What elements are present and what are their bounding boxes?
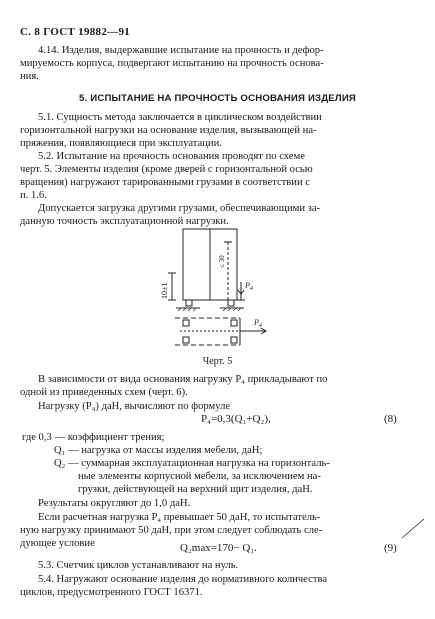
para-allow-line-1: Допускается загрузка другими грузами, обеспечивающими за- [38, 203, 321, 214]
where-line-1: где 0,3 — коэффициент трения; [22, 432, 165, 443]
para-5-2-line-3: вращения) нагружают тарированными грузами в соответствии с [20, 177, 310, 188]
para-5-2-line-1: 5.2. Испытание на прочность основания проводят по схеме [38, 151, 305, 162]
para-allow-line-2: данную точность эксплуатационной нагрузки. [20, 216, 229, 227]
load-label: $P_4$ [245, 281, 253, 292]
section-title: 5. ИСПЫТАНИЕ НА ПРОЧНОСТЬ ОСНОВАНИЯ ИЗДЕЛИЯ [78, 93, 357, 104]
para-5-4-line-2: циклов, предусмотренного ГОСТ 16371. [20, 587, 203, 598]
where-line-2: Q₁ — нагрузка от массы изделия мебели, даН; [54, 445, 263, 456]
page-header: С. 8 ГОСТ 19882—91 [20, 26, 131, 38]
para-depend-line-1: В зависимости от вида основания нагрузку P₄ прикладывают по [38, 374, 328, 385]
plan-foot-top-left [183, 320, 189, 326]
plan-foot-bottom-right [231, 337, 237, 343]
equation-number-9: (9) [384, 542, 397, 554]
para-5-1-line-3: пряжения, появляющиеся при эксплуатации. [20, 138, 222, 149]
margin-pen-mark [402, 519, 424, 538]
para-exceed-line-3: дующее условие [20, 538, 95, 549]
para-rounding: Результаты округляют до 1,0 даН. [38, 498, 191, 509]
para-depend-line-2: одной из приведенных схем (черт. 6). [20, 387, 188, 398]
para-5-2-line-2: черт. 5. Элементы изделия (кроме дверей с горизонтальной осью [20, 164, 313, 175]
para-5-1-line-1: 5.1. Сущность метода заключается в циклическом воздействии [38, 112, 322, 123]
where-line-5: грузки, действующей на верхний щит изделия, даН. [78, 484, 313, 495]
para-5-3: 5.3. Счетчик циклов устанавливают на нуль. [38, 560, 239, 571]
para-5-4-line-1: 5.4. Нагружают основание изделия до нормативного количества [38, 574, 328, 585]
formula-8: P₄=0,3(Q₁+Q₂), [201, 413, 271, 425]
formula-9: Q₂max=170− Q₁. [180, 542, 257, 554]
para-4-14-line-3: ния. [20, 71, 39, 82]
para-exceed-line-2: ную нагрузку принимают 50 даН, при этом следует соблюдать сле- [20, 525, 323, 536]
para-4-14-line-2: мируемость корпуса, подвергают испытанию на прочность основа- [20, 58, 324, 69]
dimension-label-right: ≤ 30 [218, 255, 226, 268]
cabinet-foot-right [228, 300, 234, 306]
force-label: $P_4$ [254, 318, 262, 329]
para-4-14-line-1: 4.14. Изделия, выдержавшие испытание на прочность и дефор- [38, 45, 324, 56]
para-exceed-line-1: Если расчетная нагрузка P₄ превышает 50 даН, то испытатель- [38, 512, 321, 523]
para-5-2-line-4: п. 1.6. [20, 190, 47, 201]
where-line-4: ные элементы корпусной мебели, за исключением на- [78, 471, 321, 482]
para-5-1-line-2: горизонтальной нагрузки на основание изделия, вызывающей на- [20, 125, 317, 136]
plan-foot-bottom-left [183, 337, 189, 343]
where-line-3: Q₂ — суммарная эксплуатационная нагрузка на горизонталь- [54, 458, 330, 469]
para-load: Нагрузку (P₄) даН, вычисляют по формуле [38, 401, 231, 412]
figure-caption: Черт. 5 [202, 356, 233, 367]
plan-foot-top-right [231, 320, 237, 326]
dimension-label-left: 10±1 [160, 282, 169, 299]
equation-number-8: (8) [384, 413, 397, 425]
cabinet-foot-left [186, 300, 192, 306]
